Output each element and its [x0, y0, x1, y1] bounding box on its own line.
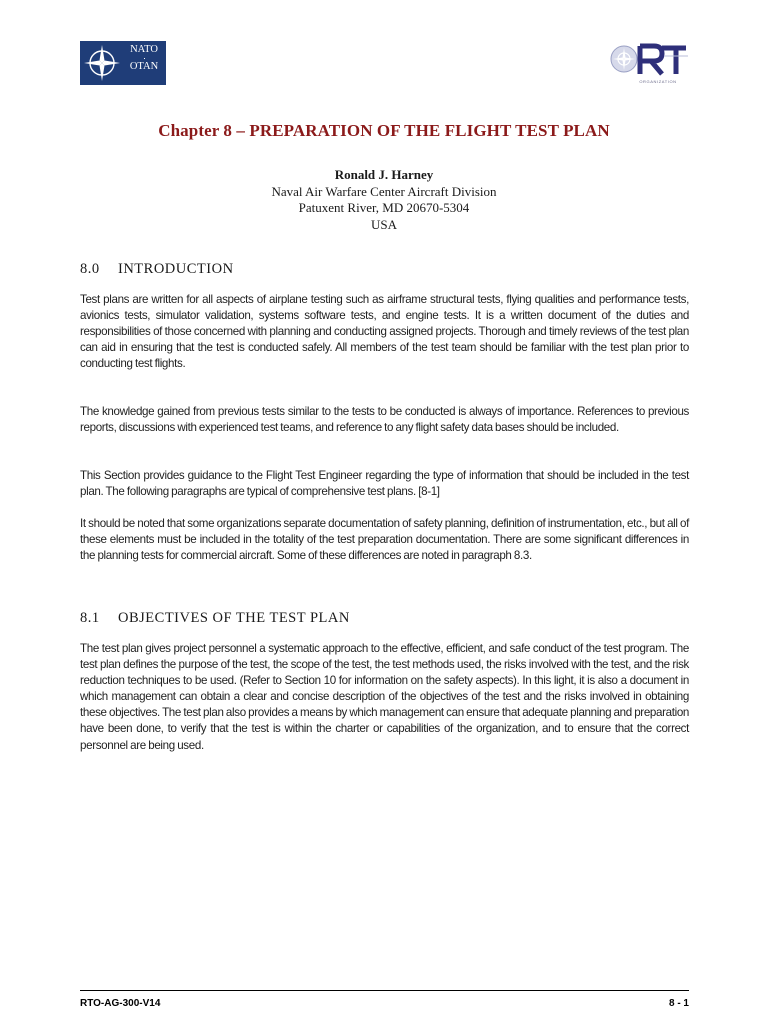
- author-affiliation: Naval Air Warfare Center Aircraft Division: [271, 183, 497, 199]
- paragraph: The test plan gives project personnel a systematic approach to the effective, efficient, and safe conduct of the test program. The test plan defines the purpose of the test, the scope of the test, the test methods used, the risks involved with the test, and the risk reduction techniques to be used. (Refer to Section 10 for information on the safety aspects). In this light, it is also a document in which management can obtain a clear and concise description of the objectives of the test and the risks involved in obtaining these objectives. The test plan also provides a means by which management can ensure that adequate planning and preparation have been done, to verify that the test is within the charter or capabilities of the organization, and to ensure that the correct personnel are being used.: [80, 642, 690, 752]
- nato-otan-logo: [80, 41, 166, 85]
- paragraph: The knowledge gained from previous tests similar to the tests to be conducted is always of importance. References to previous reports, discussions with experienced test teams, and reference to any flight safety data bases should be included.: [80, 405, 689, 435]
- rto-emblem-icon: [604, 40, 690, 80]
- author-block: [0, 167, 768, 233]
- footer-doc-id: RTO-AG-300-V14: [80, 998, 161, 1009]
- nato-logo-text: [123, 44, 165, 73]
- nato-logo-line2: OTAN: [129, 61, 159, 72]
- footer-rule: [80, 990, 689, 991]
- section-heading-introduction: [80, 261, 234, 278]
- paragraph: It should be noted that some organizations separate documentation of safety planning, definition of instrumentation, etc., but all of these elements must be included in the totality of the test preparation documentation. There are some significant differences in the planning tests for commercial aircraft. Some of these differences are noted in paragraph 8.3.: [80, 517, 689, 563]
- section-number: 8.0: [80, 261, 100, 277]
- author-name: Ronald J. Harney: [334, 167, 434, 182]
- chapter-title: Chapter 8 – PREPARATION OF THE FLIGHT TEST PLAN: [158, 121, 610, 140]
- section-number: 8.1: [80, 610, 100, 626]
- section-title: OBJECTIVES OF THE TEST PLAN: [118, 610, 350, 626]
- rto-logo-label: ORGANIZATION: [639, 79, 677, 84]
- section-heading-objectives: [80, 610, 350, 627]
- author-address: Patuxent River, MD 20670-5304: [298, 200, 470, 215]
- rto-logo: [604, 40, 690, 88]
- footer-page-number: 8 - 1: [668, 998, 689, 1009]
- nato-compass-icon: [80, 41, 124, 85]
- paragraph: Test plans are written for all aspects of airplane testing such as airframe structural tests, flying qualities and performance tests, avionics tests, simulator validation, systems software tests, and engine tests. It is a written document of the duties and responsibilities of those concerned with planning and conducting assigned projects. Thorough and timely reviews of the test plan can aid in ensuring that the test is conducted safely. All members of the test team should be familiar with the test plan prior to conducting test flights.: [80, 293, 689, 371]
- section-title: INTRODUCTION: [118, 261, 234, 277]
- author-country: USA: [370, 216, 397, 232]
- paragraph: This Section provides guidance to the Flight Test Engineer regarding the type of information that should be included in the test plan. The following paragraphs are typical of comprehensive test plans. [8-1]: [80, 469, 689, 499]
- nato-logo-line1: NATO: [130, 44, 158, 55]
